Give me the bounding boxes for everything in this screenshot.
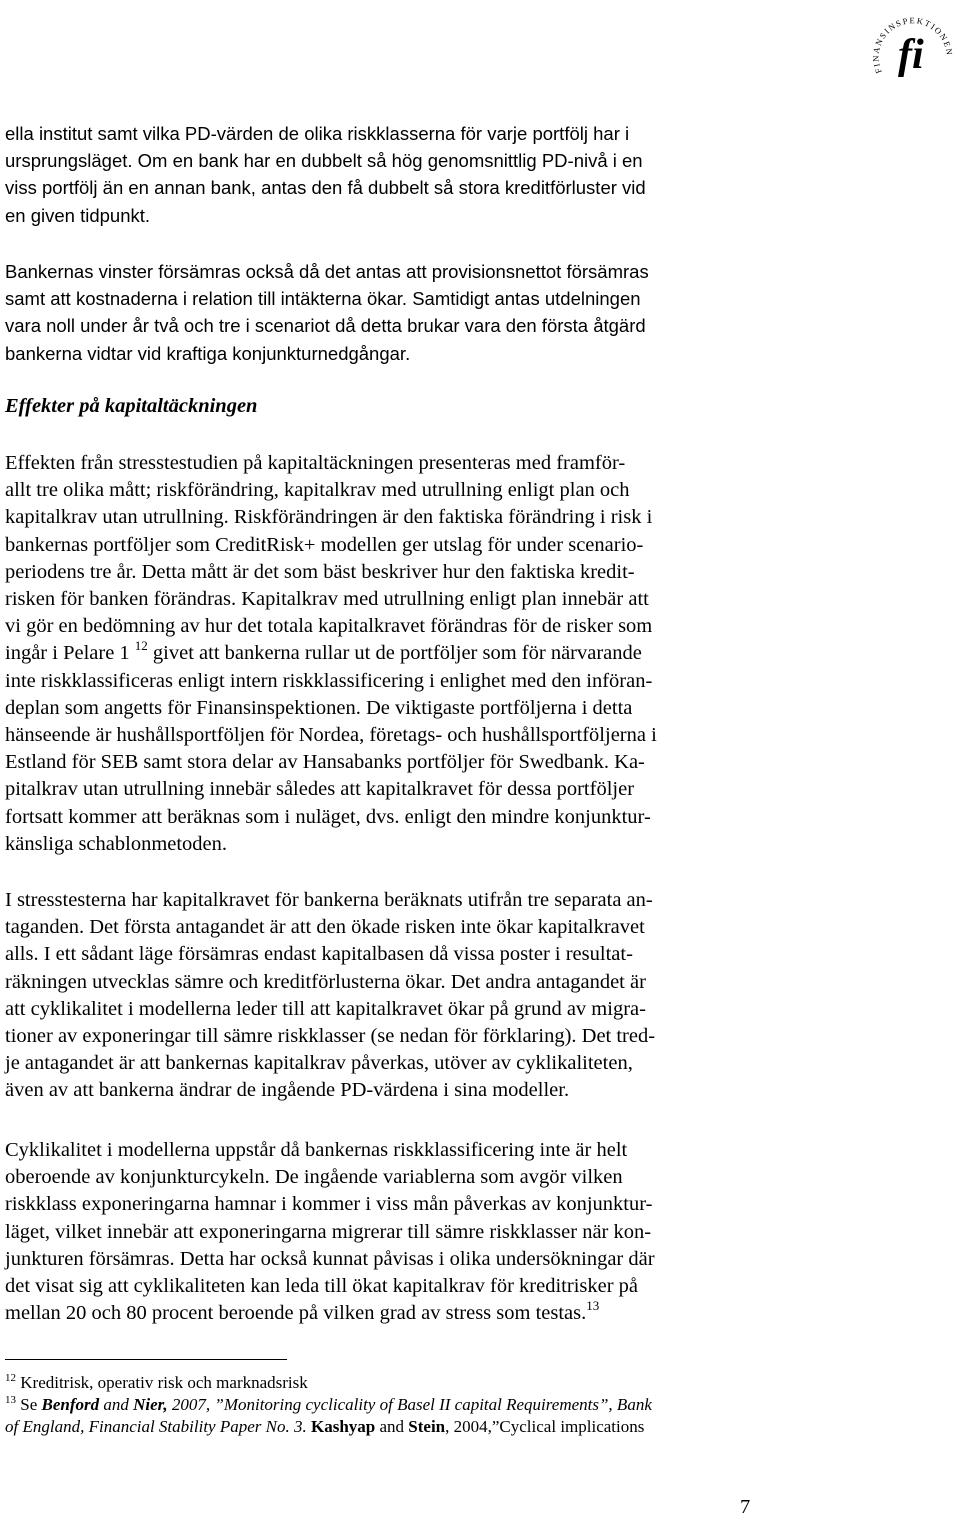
text-line: risken för banken förändras. Kapitalkrav med utrullning enligt plan innebär att bbox=[5, 588, 649, 611]
text-line: je antagandet är att bankernas kapitalkrav påverkas, utöver av cyklikaliteten, bbox=[5, 1052, 633, 1075]
text-line: riskklass exponeringarna hamnar i kommer i viss mån påverkas av konjunktur- bbox=[5, 1193, 653, 1216]
text-line: fortsatt kommer att beräknas som i nuläget, dvs. enligt den mindre konjunktur- bbox=[5, 805, 651, 828]
text-line: pitalkrav utan utrullning innebär således att kapitalkravet för dessa portföljer bbox=[5, 778, 635, 801]
text-line: att cyklikalitet i modellerna leder till att kapitalkravet ökar på grund av migra- bbox=[5, 997, 646, 1020]
text-line-with-footnote bbox=[5, 1300, 765, 1327]
text-line: tioner av exponeringar till sämre riskklasser (se nedan för förklaring). Det tred- bbox=[5, 1025, 656, 1048]
text-line: Bankernas vinster försämras också då det antas att provisionsnettot försämras bbox=[5, 261, 649, 282]
text-line: taganden. Det första antagandet är att den ökade risken inte ökar kapitalkravet bbox=[5, 916, 645, 939]
text-fragment: mellan 20 och 80 procent beroende på vilken grad av stress som testas. bbox=[5, 1302, 587, 1325]
paragraph-2 bbox=[5, 258, 765, 367]
text-line: det visat sig att cyklikaliteten kan leda till ökat kapitalkrav för kreditrisker på bbox=[5, 1275, 639, 1298]
text-line: inte riskklassificeras enligt intern riskklassificering i enlighet med den införan- bbox=[5, 669, 653, 692]
author-name: Nier, bbox=[133, 1395, 168, 1414]
author-name: Stein bbox=[408, 1417, 446, 1436]
text-line: alls. I ett sådant läge försämras endast kapitalbasen då vissa poster i resultat- bbox=[5, 943, 633, 966]
text-line: läget, vilket innebär att exponeringarna migrerar till sämre riskklasser när kon- bbox=[5, 1220, 652, 1243]
finansinspektionen-logo bbox=[868, 2, 960, 94]
section-heading: Effekter på kapitaltäckningen bbox=[5, 395, 258, 417]
text-line: allt tre olika mått; riskförändring, kapitalkrav med utrullning enligt plan och bbox=[5, 479, 630, 502]
author-name: Benford bbox=[41, 1395, 100, 1414]
logo-arc-text: FINANSINSPEKTIONEN bbox=[870, 15, 955, 75]
text-line: även av att bankerna ändrar de ingående PD-värdena i sina modeller. bbox=[5, 1079, 570, 1102]
footnote-ref-12[interactable]: 12 bbox=[134, 638, 148, 654]
text-line: Cyklikalitet i modellerna uppstår då bankernas riskklassificering inte är helt bbox=[5, 1139, 628, 1161]
text-line: kapitalkrav utan utrullning. Riskförändringen är den faktiska förändring i risk i bbox=[5, 506, 653, 529]
paragraph-3 bbox=[5, 450, 765, 858]
text-line: Estland för SEB samt stora delar av Hansabanks portföljer för Swedbank. Ka- bbox=[5, 751, 645, 774]
text-line: en given tidpunkt. bbox=[5, 204, 151, 226]
footnote-mark: 12 bbox=[5, 1372, 16, 1384]
text-line: Effekten från stresstestudien på kapitaltäckningen presenteras med framför- bbox=[5, 452, 626, 474]
text-line: periodens tre år. Detta mått är det som bäst beskriver hur den faktiska kredit- bbox=[5, 560, 635, 583]
text-line: samt att kostnaderna i relation till intäkterna ökar. Samtidigt antas utdelningen bbox=[5, 288, 641, 310]
citation-title: 2007, ”Monitoring cyclicality of Basel II capital Requirements”, Bank bbox=[167, 1395, 652, 1414]
text-line: känsliga schablonmetoden. bbox=[5, 832, 228, 855]
footnote-13 bbox=[5, 1394, 652, 1416]
text-line: ursprungsläget. Om en bank har en dubbelt så hög genomsnittlig PD-nivå i en bbox=[5, 150, 643, 172]
text-fragment: ingår i Pelare 1 bbox=[5, 642, 135, 665]
citation-title: of England, Financial Stability Paper No. 3. bbox=[5, 1417, 307, 1436]
footnote-text: and bbox=[99, 1395, 134, 1414]
logo-mark: fi bbox=[898, 32, 924, 78]
text-line: hänseende är hushållsportföljen för Nordea, företags- och hushållsportföljerna i bbox=[5, 724, 657, 747]
footnote-ref-13[interactable]: 13 bbox=[586, 1298, 600, 1314]
text-line: I stresstesterna har kapitalkravet för bankerna beräknats utifrån tre separata an- bbox=[5, 889, 653, 911]
footnote-separator bbox=[5, 1359, 287, 1360]
paragraph-1 bbox=[5, 120, 765, 229]
footnote-text: Kreditrisk, operativ risk och marknadsrisk bbox=[20, 1373, 308, 1392]
footnote-text: and bbox=[375, 1417, 409, 1436]
paragraph-4 bbox=[5, 887, 765, 1105]
text-line: räkningen utvecklas sämre och kreditförlusterna ökar. Det andra antagandet är bbox=[5, 970, 646, 993]
text-fragment: givet att bankerna rullar ut de portföljer som för närvarande bbox=[147, 642, 642, 665]
footnote-text: Se bbox=[20, 1395, 42, 1414]
text-line: deplan som angetts för Finansinspektionen. De viktigaste portföljerna i detta bbox=[5, 696, 633, 719]
text-line: oberoende av konjunkturcykeln. De ingående variablerna som avgör vilken bbox=[5, 1166, 623, 1189]
text-line-with-footnote bbox=[5, 640, 765, 667]
text-line: vara noll under år två och tre i scenariot då detta brukar vara den första åtgärd bbox=[5, 315, 646, 337]
author-name: Kashyap bbox=[310, 1417, 376, 1436]
text-line: junkturen försämras. Detta har också kunnat påvisas i olika undersökningar där bbox=[5, 1247, 655, 1270]
text-line: vi gör en bedömning av hur det totala kapitalkravet förändras för de risker som bbox=[5, 615, 653, 638]
footnote-mark: 13 bbox=[5, 1394, 16, 1406]
footnote-text: , 2004,”Cyclical implications bbox=[445, 1417, 645, 1436]
paragraph-5 bbox=[5, 1137, 765, 1327]
text-line: viss portfölj än en annan bank, antas den få dubbelt så stora kreditförluster vid bbox=[5, 177, 646, 199]
text-line: bankerna vidtar vid kraftiga konjunkturnedgångar. bbox=[5, 342, 411, 364]
text-line: ella institut samt vilka PD-värden de olika riskklasserna för varje portfölj har i bbox=[5, 123, 630, 144]
page-number: 7 bbox=[740, 1496, 751, 1518]
footnote-13-continued bbox=[5, 1416, 644, 1438]
text-line: bankernas portföljer som CreditRisk+ modellen ger utslag för under scenario- bbox=[5, 533, 644, 556]
footnote-12 bbox=[5, 1372, 308, 1394]
